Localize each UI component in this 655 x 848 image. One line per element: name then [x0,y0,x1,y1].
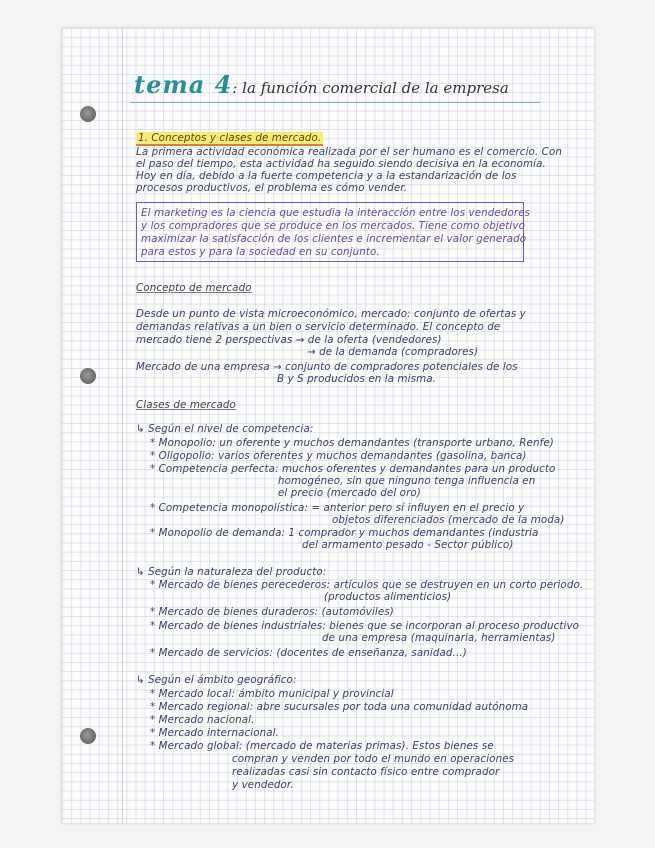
subheading-competencia: ↳ Según el nivel de competencia: [136,423,314,435]
list-item: el precio (mercado del oro) [278,487,421,499]
title-prefix: tema 4 [134,70,233,99]
definition-box [136,202,531,262]
list-item: del armamento pesado - Sector público) [302,539,514,551]
concepto-line: Mercado de una empresa → conjunto de compradores potenciales de los [136,361,518,373]
notebook-page [62,28,594,823]
list-item: compran y venden por todo el mundo en operaciones [232,753,515,765]
binder-hole [80,728,96,744]
list-item: * Mercado local: ámbito municipal y provincial [150,688,394,700]
concepto-heading: Concepto de mercado [136,282,252,294]
list-item: y vendedor. [232,779,294,791]
box-line: y los compradores que se produce en los mercados. Tiene como objetivo [141,220,525,232]
paragraph-line: Hoy en día, debido a la fuerte competencia y a la estandarización de los [136,170,517,182]
subheading-geografico: ↳ Según el ámbito geográfico: [136,674,297,686]
paragraph-line: procesos productivos, el problema es cómo vender. [136,182,408,194]
list-item: objetos diferenciados (mercado de la moda) [332,514,565,526]
section-heading: 1. Conceptos y clases de mercado. [138,132,322,144]
concepto-line: Desde un punto de vista microeconómico, mercado: conjunto de ofertas y [136,308,526,320]
binder-hole [80,106,96,122]
list-item: * Mercado de servicios: (docentes de enseñanza, sanidad...) [150,647,467,659]
list-item: (productos alimenticios) [324,591,452,603]
list-item: * Competencia perfecta: muchos oferentes y demandantes para un producto [150,463,556,475]
list-item: homogéneo, sin que ninguno tenga influencia en [278,475,536,487]
list-item: * Mercado nacional. [150,714,255,726]
title-rest: : la función comercial de la empresa [232,79,509,97]
page-title [134,70,509,99]
clases-heading: Clases de mercado [136,399,236,411]
paragraph-line: el paso del tiempo, esta actividad ha seguido siendo decisiva en la economía. [136,158,546,170]
concepto-line: mercado tiene 2 perspectivas → de la oferta (vendedores) [136,334,442,346]
list-item: * Mercado de bienes perecederos: artículos que se destruyen en un corto periodo. [150,579,584,591]
list-item: * Mercado regional: abre sucursales por toda una comunidad autónoma [150,701,529,713]
concepto-line: → de la demanda (compradores) [307,346,479,358]
list-item: * Competencia monopolística: = anterior pero sí influyen en el precio y [150,502,525,514]
list-item: * Monopolio de demanda: 1 comprador y muchos demandantes (industria [150,527,539,539]
list-item: * Mercado de bienes industriales: bienes que se incorporan al proceso productivo [150,620,580,632]
list-item: * Monopolio: un oferente y muchos demandantes (transporte urbano, Renfe) [150,437,554,449]
margin-line [122,28,123,823]
concepto-line: demandas relativas a un bien o servicio determinado. El concepto de [136,321,501,333]
box-line: El marketing es la ciencia que estudia la interacción entre los vendedores [141,207,531,219]
list-item: * Mercado internacional. [150,727,279,739]
list-item: de una empresa (maquinaria, herramientas) [322,632,556,644]
concepto-line: B y S producidos en la misma. [277,373,436,385]
paragraph-line: La primera actividad económica realizada por el ser humano es el comercio. Con [136,146,562,158]
list-item: realizadas casi sin contacto físico entre comprador [232,766,500,778]
list-item: * Mercado de bienes duraderos: (automóviles) [150,606,394,618]
subheading-naturaleza: ↳ Según la naturaleza del producto: [136,566,327,578]
box-line: maximizar la satisfacción de los clientes e incrementar el valor generado [141,233,527,245]
box-line: para estos y para la sociedad en su conjunto. [141,246,380,258]
list-item: * Oligopolio: varios oferentes y muchos demandantes (gasolina, banca) [150,450,527,462]
list-item: * Mercado global: (mercado de materias primas). Estos bienes se [150,740,494,752]
binder-hole [80,368,96,384]
title-underline [130,102,540,103]
